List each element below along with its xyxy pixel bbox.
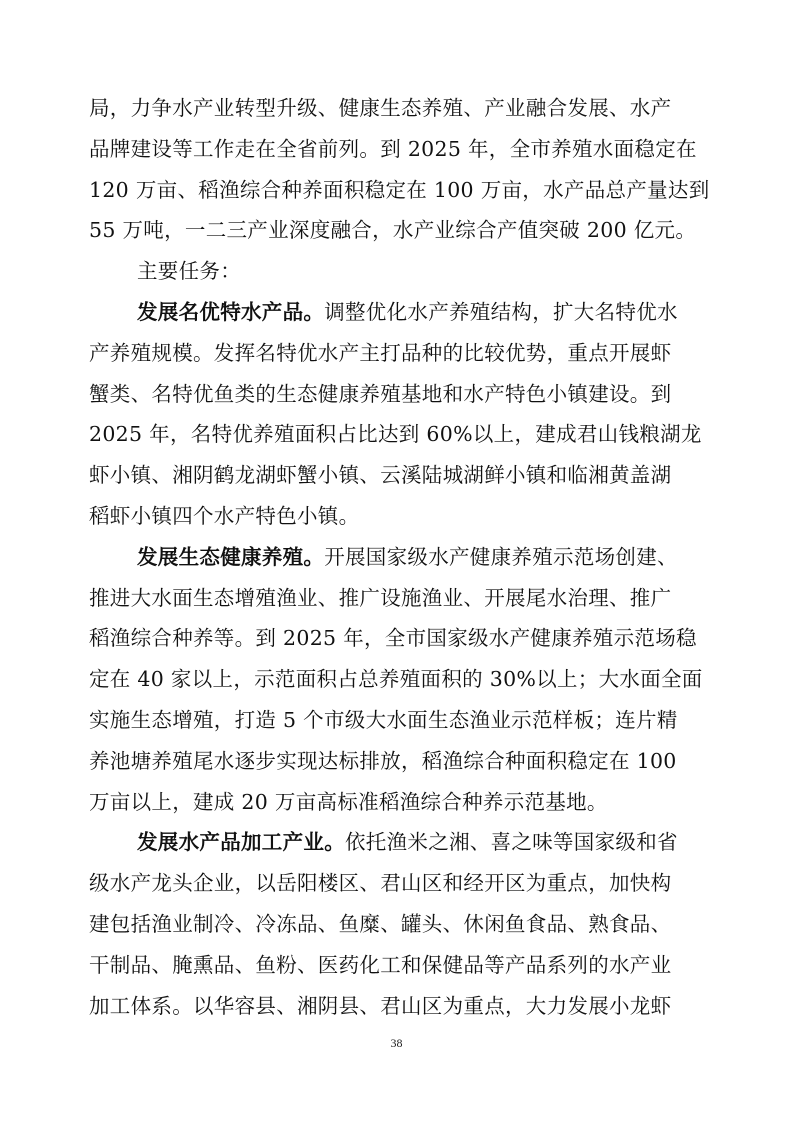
paragraph-3-start: 发展水产品加工产业。依托渔米之湘、喜之味等国家级和省 <box>137 830 678 855</box>
text-line-3: 120 万亩、稻渔综合种养面积稳定在 100 万亩，水产品总产量达到 <box>89 177 710 202</box>
text-line-9: 2025 年，名特优养殖面积占比达到 60%以上，建成君山钱粮湖龙 <box>89 422 702 447</box>
text-line-14: 稻渔综合种养等。到 2025 年，全市国家级水产健康养殖示范场稳 <box>89 626 697 651</box>
text-line-20: 级水产龙头企业，以岳阳楼区、君山区和经开区为重点，加快构 <box>89 871 672 896</box>
text-line-13: 推进大水面生态增殖渔业、推广设施渔业、开展尾水治理、推广 <box>89 585 672 610</box>
text-line-8: 蟹类、名特优鱼类的生态健康养殖基地和水产特色小镇建设。到 <box>89 381 672 406</box>
text-line-16: 实施生态增殖，打造 5 个市级大水面生态渔业示范样板；连片精 <box>89 707 678 732</box>
paragraph-1-heading: 发展名优特水产品。 <box>137 299 325 324</box>
text-line-4: 55 万吨，一二三产业深度融合，水产业综合产值突破 200 亿元。 <box>89 218 697 243</box>
text-line-23: 加工体系。以华容县、湘阴县、君山区为重点，大力发展小龙虾 <box>89 993 672 1018</box>
paragraph-2-heading: 发展生态健康养殖。 <box>137 544 325 569</box>
text-line-1: 局，力争水产业转型升级、健康生态养殖、产业融合发展、水产 <box>89 96 672 120</box>
body-text <box>89 88 710 1026</box>
text-line-15: 定在 40 家以上，示范面积占总养殖面积的 30%以上；大水面全面 <box>89 667 703 692</box>
paragraph-2-start: 发展生态健康养殖。开展国家级水产健康养殖示范场创建、 <box>137 544 678 569</box>
text-line-17: 养池塘养殖尾水逐步实现达标排放，稻渔综合种面积稳定在 100 <box>89 748 677 773</box>
text-line-2: 品牌建设等工作走在全省前列。到 2025 年，全市养殖水面稳定在 <box>89 136 697 161</box>
text-line-21: 建包括渔业制冷、冷冻品、鱼糜、罐头、休闲鱼食品、熟食品、 <box>89 911 672 936</box>
page-number: 38 <box>390 1036 403 1050</box>
text-line-11: 稻虾小镇四个水产特色小镇。 <box>89 503 360 528</box>
text-line-22: 干制品、腌熏品、鱼粉、医药化工和保健品等产品系列的水产业 <box>89 952 672 977</box>
text-line-18: 万亩以上，建成 20 万亩高标准稻渔综合种养示范基地。 <box>89 789 608 814</box>
text-line-10: 虾小镇、湘阴鹤龙湖虾蟹小镇、云溪陆城湖鲜小镇和临湘黄盖湖 <box>89 463 672 488</box>
paragraph-3-heading: 发展水产品加工产业。 <box>137 830 345 855</box>
main-tasks-heading: 主要任务： <box>137 259 241 284</box>
paragraph-1-start: 发展名优特水产品。调整优化水产养殖结构，扩大名特优水 <box>137 299 678 324</box>
text-line-7: 产养殖规模。发挥名特优水产主打品种的比较优势，重点开展虾 <box>89 340 672 365</box>
